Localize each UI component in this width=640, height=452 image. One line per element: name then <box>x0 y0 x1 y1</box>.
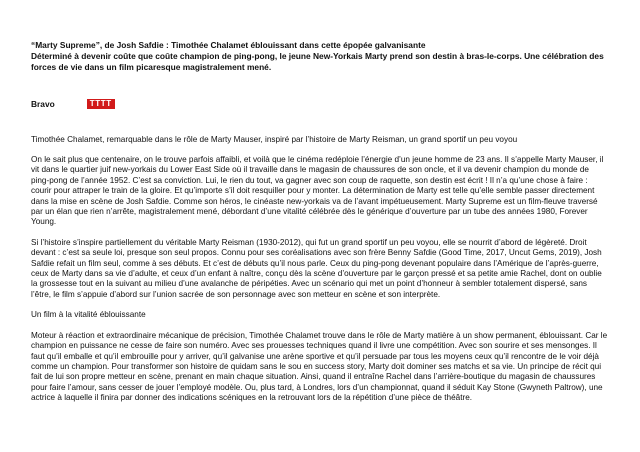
paragraph-3: Moteur à réaction et extraordinaire mécanique de précision, Timothée Chalamet trouve dans le rôle de Marty matière à un show permanent, éblouissant. Car le champion en puissance ne cesse de faire son numéro. Avec ses prouesses techniques quand il livre une compétition. Avec son sourire et ses mensonges. Il faut qu’il emballe et qu’il embrouille pour y arriver, qu’il galvanise une arène sportive et qu’il persuade par tous les moyens ceux qu’il rencontre de le voir déjà comme un champion. Pour transformer son histoire de quidam sans le sou en success story, Marty doit dominer ses matchs et sa vie. Un principe de récit qui fait de lui son propre metteur en scène, prenant en main chaque situation. Ainsi, quand il entraîne Rachel dans l’arrière-boutique du magasin de chaussures pour faire l’amour, sans cesser de jouer l’employé modèle. Ou, plus tard, à Londres, lors d’un championnat, quand il séduit Kay Stone (Gwyneth Paltrow), une actrice à laquelle il finira par donner des indications scéniques en la retrouvant lors de la répétition d’une pièce de théâtre. <box>31 330 608 403</box>
article-standfirst: Déterminé à devenir coûte que coûte champion de ping-pong, le jeune New-Yorkais Marty prend son destin à bras-le-corps. Une célébration des forces de vie dans un film picaresque magistralement mené. <box>31 51 604 73</box>
paragraph-1: On le sait plus que centenaire, on le trouve parfois affaibli, et voilà que le cinéma redéploie l’énergie d’un jeune homme de 23 ans. Il s’appelle Marty Mauser, il vit dans le quartier juif new-yorkais du Lower East Side où il travaille dans le magasin de chaussures de son oncle, et il va devenir champion du monde de ping-pong de l’année 1952. C’est sa conviction. Lui, le rien du tout, va gagner avec son coup de raquette, son destin est écrit ! Il n’a qu’une chose à faire : courir pour attraper le train de la gloire. Et qu’importe s’il doit resquiller pour y monter. La détermination de Marty est telle qu’elle semble passer directement dans la mise en scène de Josh Safdie. Comme son héros, le cinéaste new-yorkais va de l’avant impétueusement. Marty Supreme est un film-fleuve traversé par un élan que rien n’arrête, magistralement mené, débordant d’une vitalité célébrée dès le générique d’ouverture par un tube des années 1980, Forever Young. <box>31 155 604 227</box>
section-heading: Un film à la vitalité éblouissante <box>31 310 146 320</box>
paragraph-2: Si l’histoire s’inspire partiellement du véritable Marty Reisman (1930-2012), qui fut un grand sportif un peu voyou, elle se nourrit d’abord de légèreté. Droit devant : c’est sa seule loi, presque son seul propos. Connu pour ses coréalisations avec son frère Benny Safdie (Good Time, 2017, Uncut Gems, 2019), Josh Safdie refait un film seul, comme à ses débuts. Et c’est de débuts qu’il nous parle. Ceux du ping-pong devenant populaire dans l’Amérique de l’après-guerre, ceux de Marty dans sa vie d’adulte, et ceux d’un enfant à naître, conçu dès la scène d’ouverture par le garçon pressé et sa petite amie Rachel, dont on oublie la grossesse tout en la suivant au milieu d’une avalanche de péripéties. Avec un scénario qui met un point d’honneur à sembler totalement dispersé, sans l’être, le film s’appuie d’abord sur l’union sacrée de son personnage avec son metteur en scène et son interprète. <box>31 237 602 299</box>
rating-badge: TTTT <box>87 99 115 109</box>
article-headline: “Marty Supreme”, de Josh Safdie : Timothée Chalamet éblouissant dans cette épopée galvanisante <box>31 40 426 50</box>
rating <box>31 97 609 111</box>
rating-label: Bravo <box>31 98 55 109</box>
article-header <box>31 40 609 74</box>
article <box>31 40 609 404</box>
photo-caption: Timothée Chalamet, remarquable dans le rôle de Marty Mauser, inspiré par l’histoire de Marty Reisman, un grand sportif un peu voyou <box>31 134 518 144</box>
